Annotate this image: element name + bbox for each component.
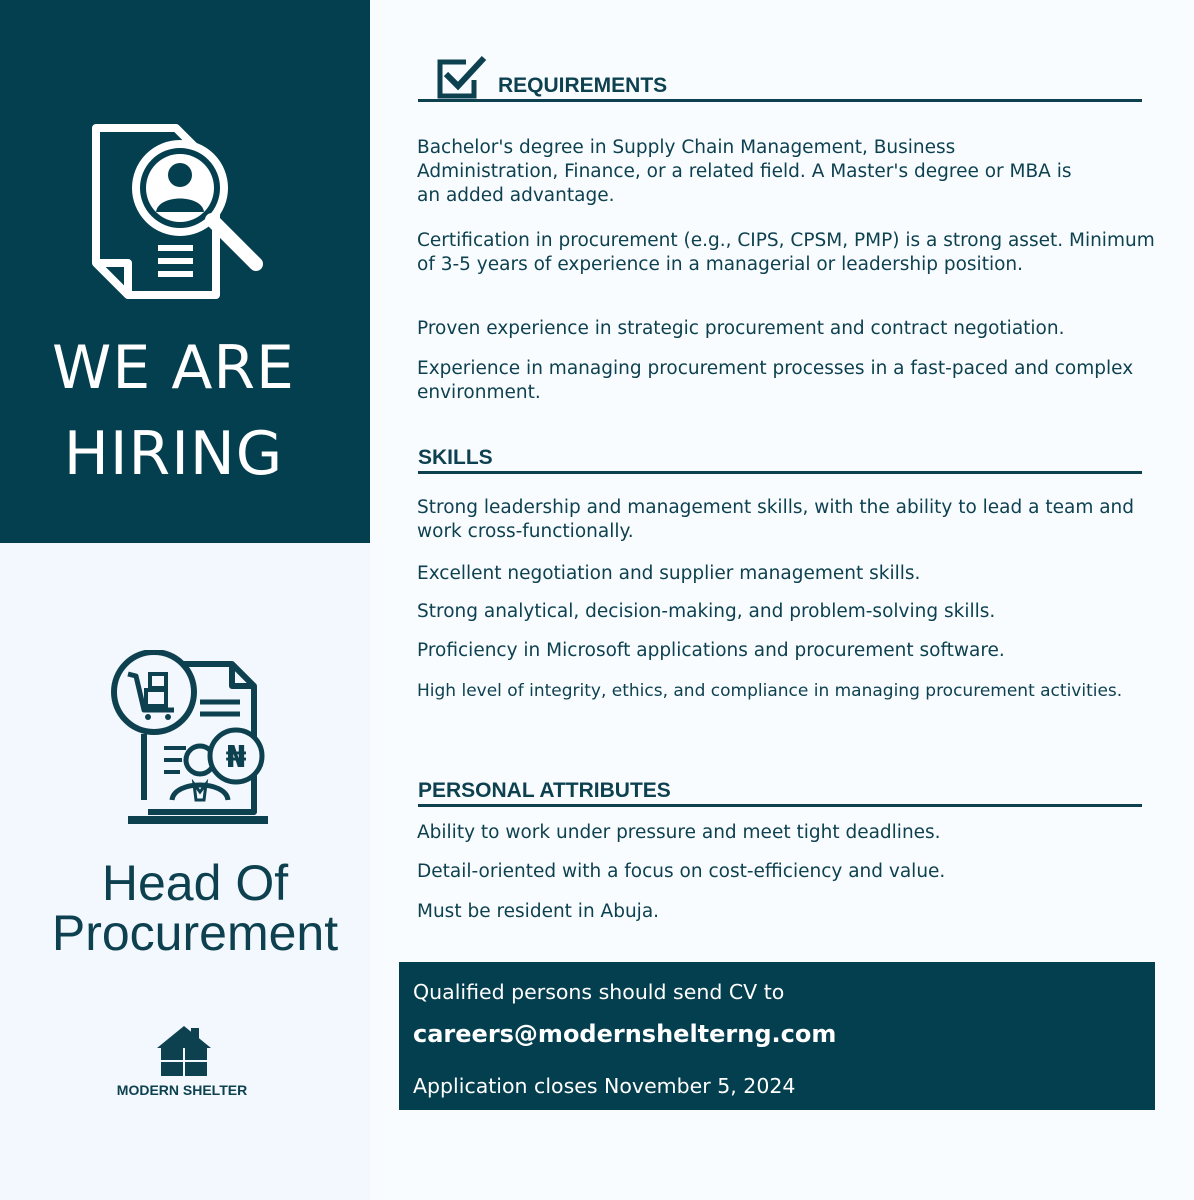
attributes-heading-text: PERSONAL ATTRIBUTES [418, 779, 671, 802]
skill-item: High level of integrity, ethics, and compliance in managing procurement activities. [417, 681, 1123, 701]
hero-title-line-1: WE ARE [52, 333, 295, 403]
requirements-heading [418, 74, 1142, 102]
requirement-item: Experience in managing procurement processes in a fast-paced and complex environment. [417, 358, 1134, 403]
hero-title-line-2: HIRING [63, 419, 284, 489]
house-logo-icon [157, 1026, 211, 1076]
attribute-item: Detail-oriented with a focus on cost-efficiency and value. [417, 861, 946, 882]
attributes-heading [418, 779, 1142, 807]
skills-heading-text: SKILLS [418, 446, 493, 469]
skills-heading [418, 446, 1142, 474]
requirement-item: Proven experience in strategic procurement and contract negotiation. [417, 318, 1065, 339]
skill-item: Strong analytical, decision-making, and problem-solving skills. [417, 601, 996, 622]
document-search-person-icon [88, 120, 268, 300]
application-box [399, 962, 1155, 1110]
cta-deadline: Application closes November 5, 2024 [413, 1074, 796, 1098]
requirement-item: Bachelor's degree in Supply Chain Management, Business Administration, Finance, or a related field. A Master's degree or MBA is an added advantage. [417, 137, 1072, 206]
cta-email-link[interactable]: careers@modernshelterng.com [413, 1020, 837, 1048]
requirement-item: Certification in procurement (e.g., CIPS, CPSM, PMP) is a strong asset. Minimum of 3-5 years of experience in a managerial or leadership position. [417, 230, 1155, 275]
requirements-heading-text: REQUIREMENTS [498, 74, 668, 97]
skill-item: Excellent negotiation and supplier management skills. [417, 563, 921, 584]
attribute-item: Must be resident in Abuja. [417, 901, 660, 922]
cta-intro: Qualified persons should send CV to [413, 980, 785, 1004]
procurement-document-icon [104, 650, 274, 830]
brand-name: MODERN SHELTER [116, 1082, 248, 1098]
skill-item: Proficiency in Microsoft applications and procurement software. [417, 640, 1005, 661]
svg-text:₦: ₦ [225, 740, 247, 775]
attribute-item: Ability to work under pressure and meet tight deadlines. [417, 822, 941, 843]
skill-item: Strong leadership and management skills, with the ability to lead a team and work cross-functionally. [417, 497, 1135, 542]
job-title: Head Of Procurement [51, 855, 339, 961]
